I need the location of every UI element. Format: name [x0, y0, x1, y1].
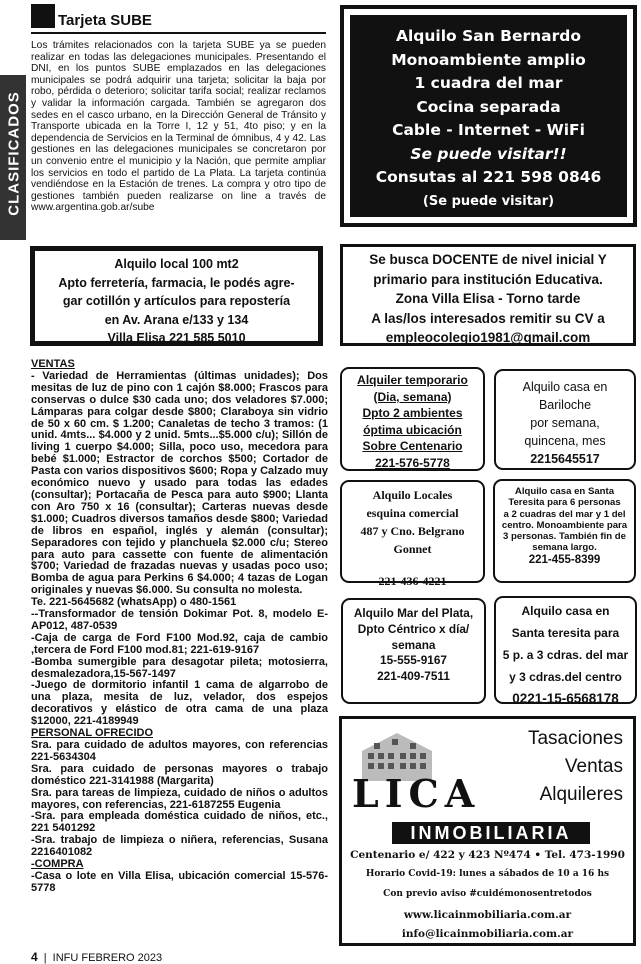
ad-phone: 221-576-5778: [375, 455, 450, 470]
ad-line: Alquilo Mar del Plata,: [353, 606, 474, 620]
ad-line: semana: [391, 637, 436, 652]
ad-line: en Av. Arana e/133 y 134: [104, 312, 249, 327]
issue-label: INFU FEBRERO 2023: [52, 952, 163, 964]
ad-line: y 3 cdras.del centro: [509, 670, 622, 684]
listing-item: -Sra. para empleada doméstica cuidado de niños, etc., 221 5401292: [31, 810, 328, 835]
ad-line: 1 cuadra del mar: [414, 74, 563, 92]
section-label: CLASIFICADOS: [5, 91, 23, 216]
ad-line: quincena, mes: [524, 434, 606, 448]
ad-phone: 221-455-8399: [528, 553, 601, 566]
inmobiliaria-banner: INMOBILIARIA: [392, 822, 590, 844]
ad-line: Dpto Céntrico x día/: [357, 621, 470, 636]
ad-line: primario para institución Educativa.: [373, 271, 603, 287]
section-heading-compra: -COMPRA: [31, 858, 84, 871]
section-marker: [31, 4, 55, 28]
ad-line: a 2 cuadras del mar y 1 del: [503, 508, 626, 520]
ad-phone: 0221-15-6568178: [512, 691, 619, 706]
classifieds-column: [31, 359, 328, 895]
ad-line: Alquiler temporario: [357, 373, 468, 387]
section-heading-ventas: VENTAS: [31, 358, 75, 370]
ad-phone: 221-409-7511: [377, 669, 450, 684]
lica-email: info@licainmobiliaria.com.ar: [401, 928, 574, 940]
ad-line: centro. Monoambiente para: [501, 519, 628, 531]
ad-phone: 221-436-4221: [378, 574, 447, 588]
ad-line: semana largo.: [532, 542, 597, 554]
ad-line: Alquilo casa en: [522, 380, 608, 394]
lica-address: Centenario e/ 422 y 423 Nº474 • Tel. 473-1990: [350, 849, 625, 861]
ad-line: Santa teresita para: [511, 626, 620, 640]
article-body: Los trámites relacionados con la tarjeta SUBE ya se pueden realizar en todas las delegaciones municipales. Presentando el DNI, en los puntos SUBE emplazados en las delegaciones municipales se podrá adquirir una tarjeta; solicitar la baja por robo, pérdida o deterioro; solicitar tarifa social; realizar reclamos y validar la información cargada. También se agregaron dos sedes en el casco urbano, en la Dirección General de Tránsito y Transporte ubicada en la Torre I, 12 y 51, 4to piso; y en la dependencia de Servicios en la Terminal de ómnibus, 4 y 42. Las gestiones en las delegaciones municipales se concretaron por un convenio entre el municipio y la Nación, que permite ampliar los servicios en todo el partido de La Plata. La tarjeta continúa vendiéndose en la Estación de trenes. La compra y otro tipo de gestiones también pueden realizarse on line a través de www.argentina.gob.ar/sube: [31, 40, 326, 214]
ad-local: [30, 246, 323, 346]
listing-item: Sra. para cuidado de adultos mayores, con referencias 221-5634304: [31, 739, 328, 763]
listing-item: Sra. para tareas de limpieza, cuidado de niños o adultos mayores, con referencias, 221-6187255 Eugenia: [31, 786, 328, 811]
divider: [31, 32, 326, 34]
ad-email: empleocolegio1981@gmail.com: [385, 330, 591, 345]
lica-website: www.licainmobiliaria.com.ar: [403, 909, 572, 921]
ad-phone: Consutas al 221 598 0846: [375, 168, 602, 186]
lica-logo-text: LICA: [352, 771, 481, 816]
ad-line: Alquilo local 100 mt2: [114, 257, 239, 271]
listing-item: -Bomba sumergible para desagotar pileta; motosierra, desmalezadora,15-567-1497: [31, 655, 328, 680]
ad-line: Alquilo casa en: [521, 604, 610, 618]
listing-item: Te. 221-5645682 (whatsApp) o 480-1561: [31, 596, 237, 609]
ad-santa-teresita-2: [494, 596, 637, 704]
ad-note: (Se puede visitar): [422, 193, 555, 209]
ad-line: Villa Elisa 221 585 5010: [107, 331, 246, 345]
lica-notice: Con previo aviso #cuidémonosentretodos: [383, 889, 592, 899]
ad-mar-del-plata: [341, 598, 486, 704]
ad-line: Apto ferretería, farmacia, le podés agre-: [58, 275, 295, 290]
ad-line: A las/los interesados remitir su CV a: [371, 310, 605, 326]
ad-line: Bariloche: [538, 398, 592, 412]
ad-docente: [340, 244, 636, 346]
listing-item: Sra. para cuidado de personas mayores o trabajo doméstico 221-3141988 (Margarita): [31, 762, 328, 787]
ad-temporario: [340, 367, 485, 471]
ad-line: Alquilo Locales: [372, 488, 453, 502]
ad-line: Sobre Centenario: [362, 439, 463, 453]
ad-line: Cable - Internet - WiFi: [392, 121, 585, 139]
ad-line: Alquilo San Bernardo: [395, 27, 582, 45]
ad-line: 3 personas. También fin de: [503, 531, 626, 543]
ad-locales: [340, 480, 485, 588]
listing-item: -Caja de carga de Ford F100 Mod.92, caja de cambio ,tercera de Ford F100 mod.81; 221-619-9167: [31, 631, 328, 656]
ad-line: esquina comercial: [366, 506, 459, 520]
page-footer: 4 | INFU FEBRERO 2023: [31, 950, 163, 964]
ad-line: 5 p. a 3 cdras. del mar: [502, 648, 629, 662]
ad-line: Cocina separada: [416, 97, 561, 116]
ad-phone: 15-555-9167: [380, 653, 447, 668]
article-title: Tarjeta SUBE: [58, 12, 152, 29]
ad-line: Dpto 2 ambientes: [362, 406, 463, 420]
ad-phone: 2215645517: [530, 452, 600, 466]
listing-item: --Transformador de tensión Dokimar Pot. 8, modelo E-AP012, 487-0539: [31, 608, 328, 632]
ad-line: gar cotillón y artículos para repostería: [62, 294, 291, 308]
listing-item: -Juego de dormitorio infantil 1 cama de algarrobo de una plaza, mesita de luz, velador, dos espejos decorativos y elástico de otra cama de una plaza $12000, 221-4189949: [31, 679, 328, 728]
ad-line: Monoambiente amplio: [391, 50, 586, 69]
ad-line: Se busca DOCENTE de nivel inicial Y: [369, 252, 607, 267]
service-label: Tasaciones: [527, 728, 623, 749]
service-label: Alquileres: [539, 784, 623, 805]
service-label: Ventas: [564, 756, 623, 777]
ad-visit: Se puede visitar!!: [410, 144, 567, 163]
page-number: 4: [31, 950, 38, 964]
ad-line: Zona Villa Elisa - Torno tarde: [395, 291, 581, 306]
ad-line: óptima ubicación: [363, 422, 462, 437]
ad-line: por semana,: [530, 416, 600, 430]
listing-text: - Variedad de Herramientas (últimas unidades); Dos mesitas de luz de pino con 1 cajón $8.000; Frascos para conservas o dulce $30 cada uno; dos veladores $7.000; Lámparas para colgar desde $800; Claraboya sin vidrio de 50 x 60 cm. $ 1.200; Canaletas de techo 3 tramos: (1 unid. 4mts... $4.000 y 2 unid. 5mts...$5.000 c/u); Sillón de living 1 cuerpo $4.000; Silla, poco uso, mecedora para bebé $1.000; Estractor de corchos $500; Cortador de Pasta con varios dispositivos $600; Ropa y Calzado muy económico nuevo y usado para todas las edades (consultar); Portacaña de Pesca para auto $900; Llanta con Aro 750 x 16 (consultar); Carteras nuevas desde $1.000; Cuadros diversos tamaños desde $800; Variedad de libros en español, inglés y alemán (consultar); Separadores con tejido y planchuela $2.000 c/u; Stereo para auto para cassette con fuente de alimentación $700; Variedad de frazadas nuevas y usadas poco uso; Bomba de agua para Perkins 6 $4.000; 4 tazas de Logan originales y nuevas $6.000. Su consulta no molesta.: [31, 369, 328, 597]
listing-item: -Sra. trabajo de limpieza o niñera, referencias, Susana 2216401082: [31, 834, 328, 859]
ad-lica-inmobiliaria: [339, 716, 636, 946]
ad-line: 487 y Cno. Belgrano: [360, 524, 465, 538]
lica-hours: Horario Covid-19: lunes a sábados de 10 a 16 hs: [365, 869, 610, 879]
ad-line: Gonnet: [393, 542, 432, 556]
section-heading-personal: PERSONAL OFRECIDO: [31, 727, 154, 740]
section-tab: [0, 75, 26, 240]
ad-line: Alquilo casa en Santa: [514, 486, 615, 497]
ad-santa-teresita: [493, 479, 636, 583]
ad-line: Teresita para 6 personas: [508, 497, 621, 509]
ad-line: (Dia, semana): [373, 389, 452, 404]
ad-san-bernardo-inner: [350, 15, 627, 217]
ad-san-bernardo: [340, 5, 637, 227]
listing-item: -Casa o lote en Villa Elisa, ubicación comercial 15-576-5778: [31, 869, 328, 894]
ad-bariloche: [494, 369, 636, 470]
